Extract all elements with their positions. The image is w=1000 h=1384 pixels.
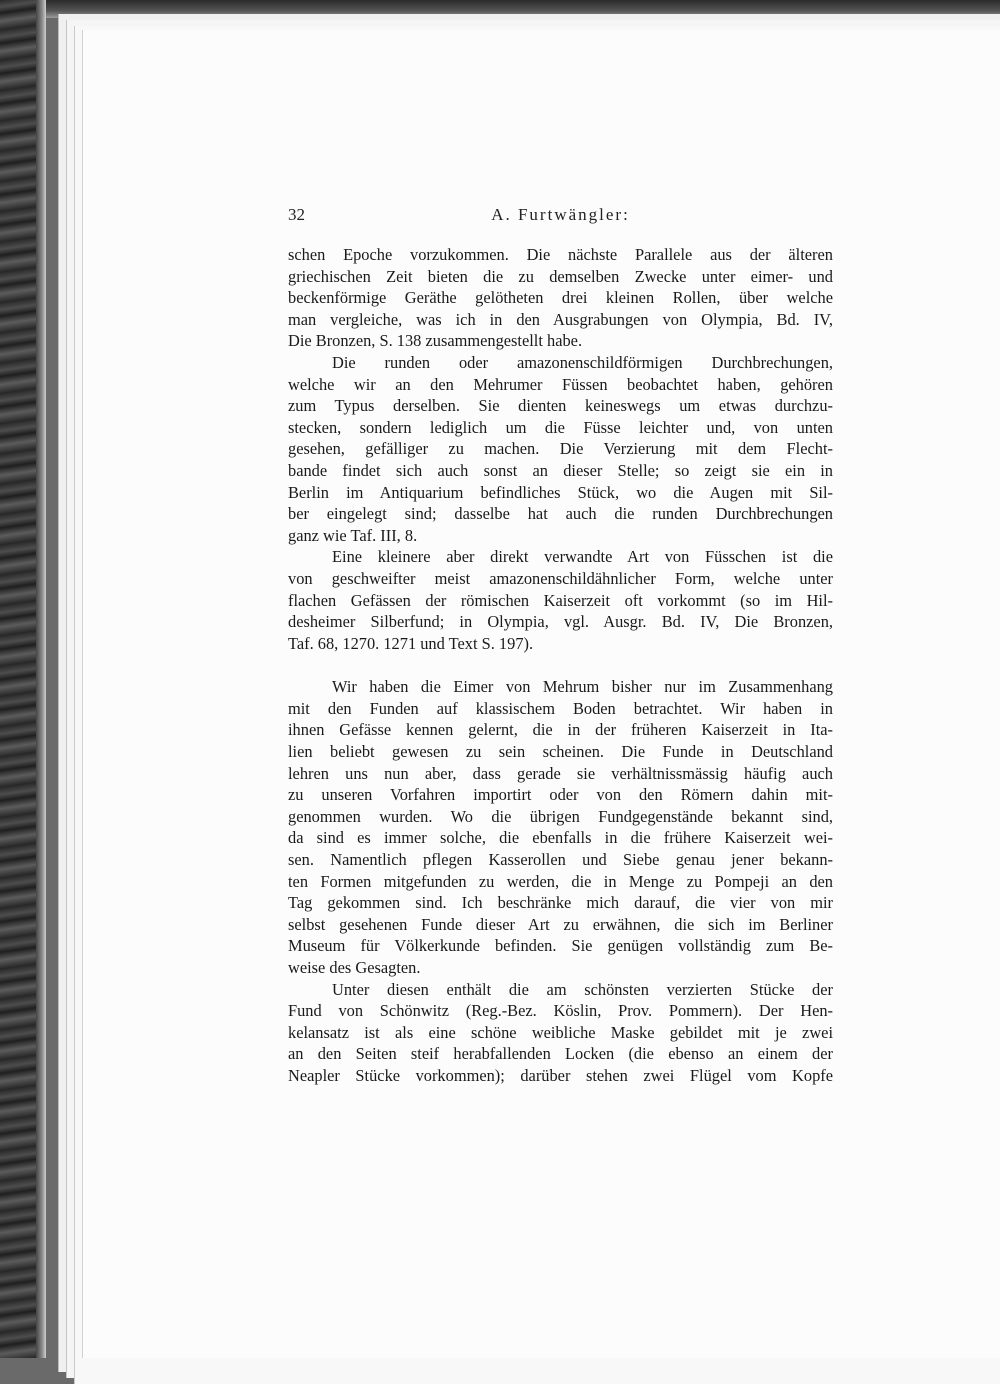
paragraph [288, 979, 833, 1087]
text-line: flachen Gefässen der römischen Kaiserzeit oft vorkommt (so im Hil- [288, 590, 833, 610]
text-line: da sind es immer solche, die ebenfalls in die frühere Kaiserzeit wei- [288, 828, 833, 848]
text-line: zu unseren Vorfahren importirt oder von den Römern dahin mit- [288, 785, 833, 805]
text-line: lehren uns nun aber, dass gerade sie verhältnissmässig häufig auch [288, 763, 833, 783]
paragraph [288, 244, 833, 352]
text-line: ber eingelegt sind; dasselbe hat auch die runden Durchbrechungen [288, 504, 833, 524]
text-line: beckenförmige Geräthe gelötheten drei kleinen Rollen, über welche [288, 288, 833, 308]
text-line: Eine kleinere aber direkt verwandte Art von Füsschen ist die [332, 547, 833, 567]
text-line: Wir haben die Eimer von Mehrum bisher nur im Zusammenhang [332, 677, 833, 697]
text-line: Museum für Völkerkunde befinden. Sie genügen vollständig zum Be- [288, 936, 833, 956]
text-line: von geschweifter meist amazonenschildähnlicher Form, welche unter [288, 568, 833, 588]
text-line: Unter diesen enthält die am schönsten verzierten Stücke der [332, 979, 833, 999]
text-line: an den Seiten steif herabfallenden Locken (die ebenso an einem der [288, 1044, 833, 1064]
text-line: kelansatz ist als eine schöne weibliche Maske gebildet mit je zwei [288, 1022, 833, 1042]
paragraph [288, 546, 833, 654]
text-line: Die runden oder amazonenschildförmigen Durchbrechungen, [332, 352, 833, 372]
text-line: griechischen Zeit bieten die zu demselben Zwecke unter eimer- und [288, 266, 833, 286]
paragraph [288, 352, 833, 546]
text-line: stecken, sondern lediglich um die Füsse leichter und, von unten [288, 417, 833, 437]
text-line: Fund von Schönwitz (Reg.-Bez. Köslin, Prov. Pommern). Der Hen- [288, 1001, 833, 1021]
page-header [288, 205, 833, 229]
text-line: schen Epoche vorzukommen. Die nächste Parallele aus der älteren [288, 245, 833, 264]
text-line: Neapler Stücke vorkommen); darüber stehen zwei Flügel vom Kopfe [288, 1065, 833, 1085]
text-line: lien beliebt gewesen zu sein scheinen. Die Funde in Deutschland [288, 742, 833, 762]
text-line: Taf. 68, 1270. 1271 und Text S. 197). [288, 633, 534, 653]
running-title: A. Furtwängler: [491, 205, 630, 224]
text-line: welche wir an den Mehrumer Füssen beobachtet haben, gehören [288, 374, 833, 394]
text-line: ten Formen mitgefunden zu werden, die in Menge zu Pompeji an den [288, 871, 833, 891]
text-line: man vergleiche, was ich in den Ausgrabungen von Olympia, Bd. IV, [288, 309, 833, 329]
body-text [288, 244, 833, 1087]
text-line: ganz wie Taf. III, 8. [288, 525, 418, 545]
page-number: 32 [288, 205, 305, 224]
text-line: bande findet sich auch sonst an dieser Stelle; so zeigt sie ein in [288, 460, 833, 480]
text-line: Tag gekommen sind. Ich beschränke mich darauf, die vier von mir [288, 893, 833, 913]
text-line: genommen wurden. Wo die übrigen Fundgegenstände bekannt sind, [288, 806, 833, 826]
text-line: Die Bronzen, S. 138 zusammengestellt habe. [288, 331, 583, 351]
binding-edge [36, 0, 46, 1358]
book-binding [0, 0, 38, 1358]
text-line: ihnen Gefässe kennen gelernt, die in der früheren Kaiserzeit in Ita- [288, 720, 833, 740]
text-line: desheimer Silberfund; in Olympia, vgl. Ausgr. Bd. IV, Die Bronzen, [288, 612, 833, 632]
text-line: weise des Gesagten. [288, 958, 421, 977]
text-line: sen. Namentlich pflegen Kasserollen und Siebe genau jener bekann- [288, 850, 833, 870]
text-line: Berlin im Antiquarium befindliches Stück, wo die Augen mit Sil- [288, 482, 833, 502]
paragraph [288, 676, 833, 978]
text-line: mit den Funden auf klassischem Boden betrachtet. Wir haben in [288, 698, 833, 718]
text-line: gesehen, gefälliger zu machen. Die Verzierung mit dem Flecht- [288, 439, 833, 459]
text-line: zum Typus derselben. Sie dienten keineswegs um etwas durchzu- [288, 396, 833, 416]
paragraph-gap [288, 654, 833, 676]
text-line: selbst gesehenen Funde dieser Art zu erwähnen, die sich im Berliner [288, 914, 833, 934]
